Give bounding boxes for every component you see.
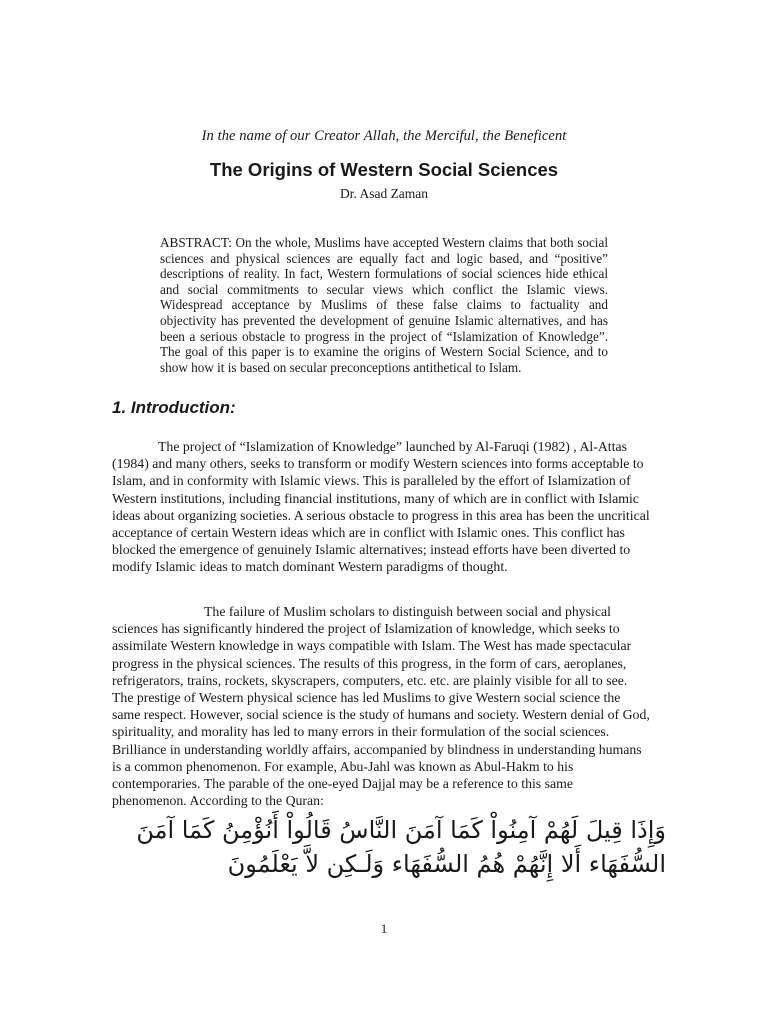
- quran-verse-line: وَإِذَا قِيلَ لَهُمْ آمِنُواْ كَمَا آمَنَ النَّاسُ قَالُواْ أَنُؤْمِنُ كَمَا آمَنَ: [136, 816, 666, 844]
- quran-verse-line: السُّفَهَاء أَلا إِنَّهُمْ هُمُ السُّفَهَاء وَلَـكِن لاَّ يَعْلَمُونَ: [227, 850, 666, 878]
- author-name: Dr. Asad Zaman: [339, 186, 429, 201]
- invocation-line: In the name of our Creator Allah, the Merciful, the Beneficent: [201, 128, 567, 144]
- section-heading-introduction: 1. Introduction:: [112, 398, 236, 417]
- page-number: 1: [380, 921, 388, 936]
- paper-title: The Origins of Western Social Sciences: [209, 159, 559, 180]
- abstract: ABSTRACT: On the whole, Muslims have accepted Western claims that both social sciences and physical sciences are equally fact and logic based, and “positive” descriptions of reality. In fact, Western formulations of social sciences hide ethical and social commitments to secular views which conflict the Islamic views. Widespread acceptance by Muslims of these false claims to factuality and objectivity has prevented the development of genuine Islamic alternatives, and has been a serious obstacle to progress in the project of “Islamization of Knowledge”. The goal of this paper is to examine the origins of Western Social Science, and to show how it is based on secular preconceptions antithetical to Islam.: [160, 235, 608, 375]
- body-paragraph: The failure of Muslim scholars to distinguish between social and physical sciences has significantly hindered the project of Islamization of knowledge, which seeks to assimilate Western knowledge in ways compatible with Islam. The West has made spectacular progress in the physical sciences. The results of this progress, in the form of cars, aeroplanes, refrigerators, trains, rockets, skyscrapers, computers, etc. etc. are plainly visible for all to see. The prestige of Western physical science has led Muslims to give Western social science the same respect. However, social science is the study of humans and society. Western denial of God, spirituality, and morality has led to many errors in their formulation of the social sciences. Brilliance in understanding worldly affairs, accompanied by blindness in understanding humans is a common phenomenon. For example, Abu-Jahl was known as Abul-Hakm to his contemporaries. The parable of the one-eyed Dajjal may be a reference to this same phenomenon. According to the Quran:: [112, 604, 650, 809]
- body-paragraph: The project of “Islamization of Knowledge” launched by Al-Faruqi (1982) , Al-Attas (1984) and many others, seeks to transform or modify Western sciences into forms acceptable to Islam, and in conformity with Islamic views. This is paralleled by the effort of Islamization of Western institutions, including financial institutions, many of which are in conflict with Islamic ideas about organizing societies. A serious obstacle to progress in this area has been the uncritical acceptance of certain Western ideas which are in conflict with Islamic ones. This conflict has blocked the emergence of genuinely Islamic alternatives; instead efforts have been diverted to modify Islamic ideas to match dominant Western paradigms of thought.: [112, 439, 650, 575]
